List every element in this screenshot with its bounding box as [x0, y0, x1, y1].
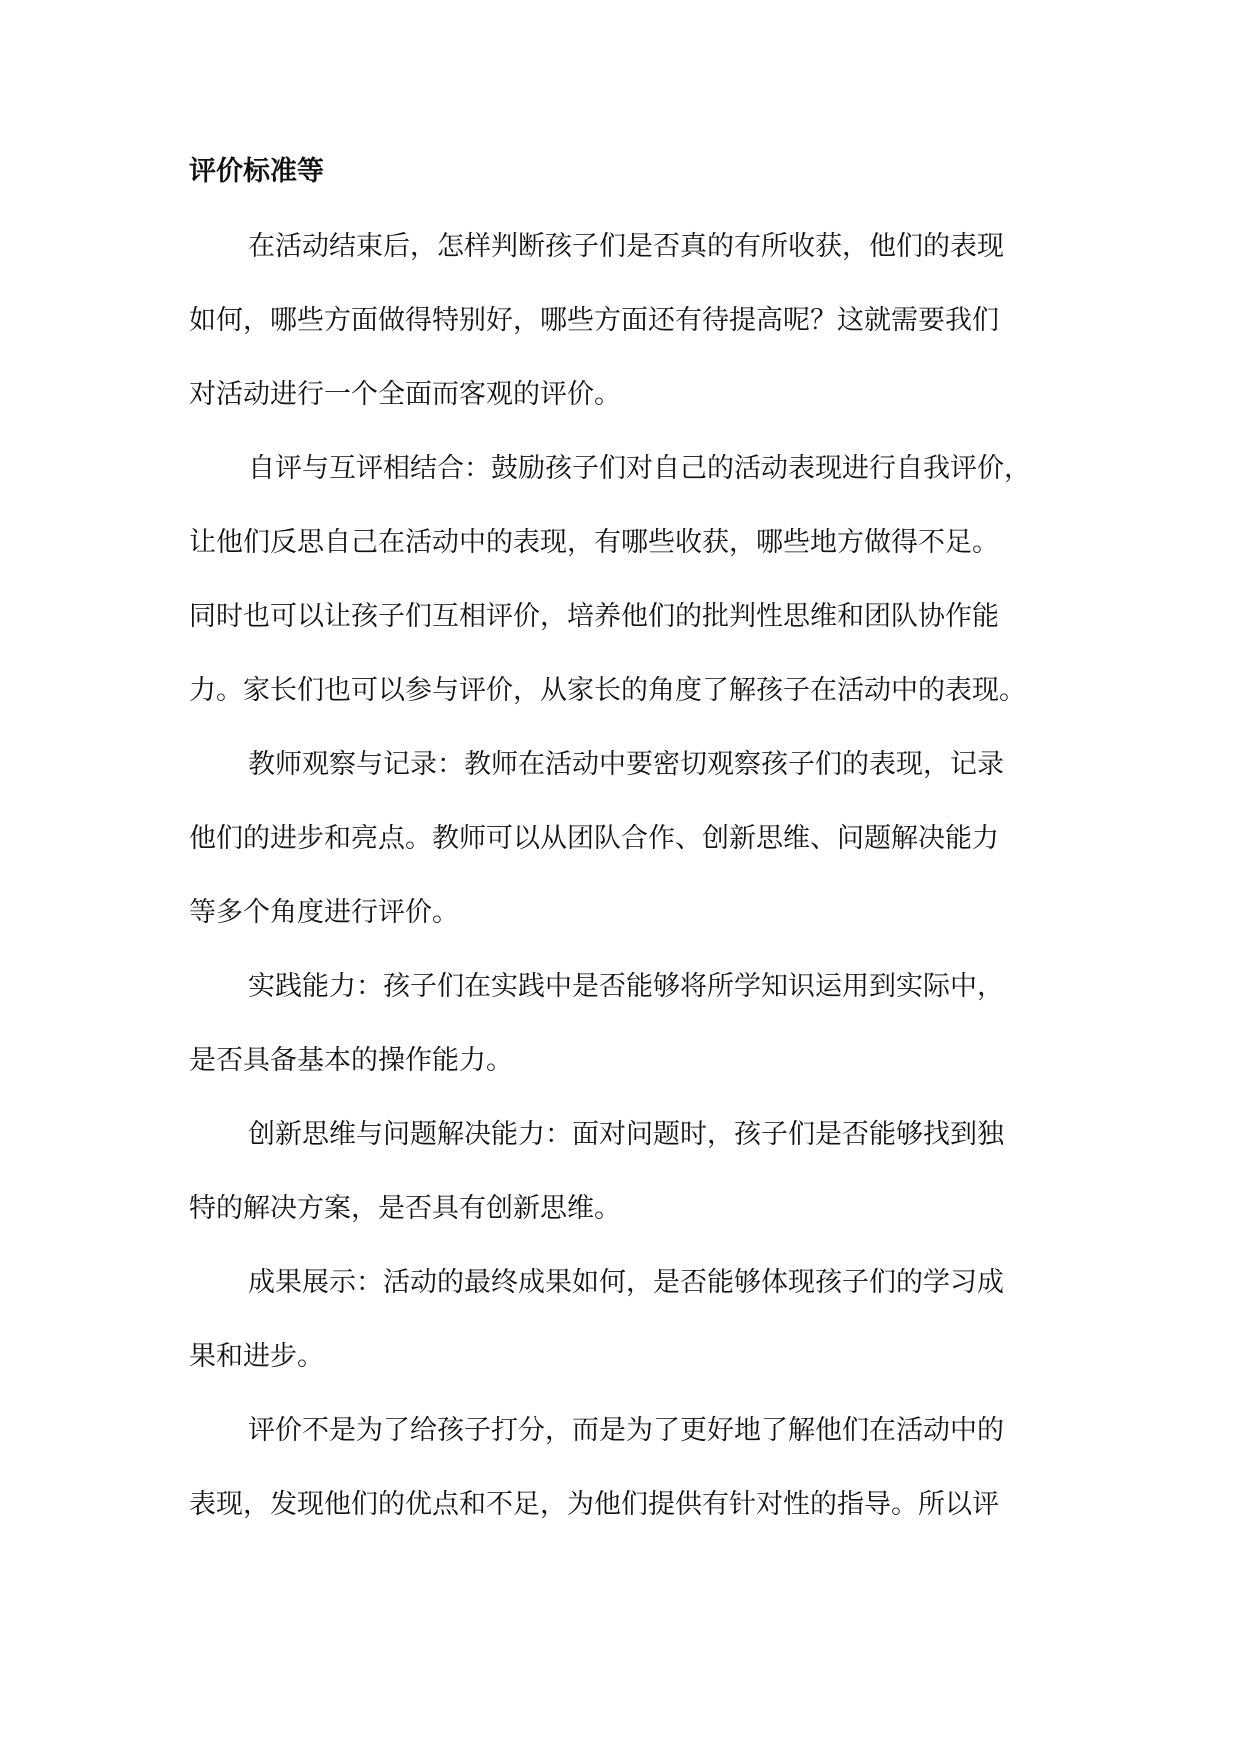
section-heading: 评价标准等 — [189, 156, 324, 187]
text-line: 在活动结束后，怎样判断孩子们是否真的有所收获，他们的表现 — [248, 231, 1004, 262]
text-line: 成果展示：活动的最终成果如何，是否能够体现孩子们的学习成 — [248, 1267, 1004, 1298]
text-line: 如何，哪些方面做得特别好，哪些方面还有待提高呢？这就需要我们 — [189, 305, 999, 336]
text-line: 同时也可以让孩子们互相评价，培养他们的批判性思维和团队协作能 — [189, 601, 999, 632]
text-line: 自评与互评相结合：鼓励孩子们对自己的活动表现进行自我评价， — [248, 453, 1031, 484]
text-line: 教师观察与记录：教师在活动中要密切观察孩子们的表现，记录 — [248, 749, 1004, 780]
text-line: 等多个角度进行评价。 — [189, 897, 459, 928]
text-line: 对活动进行一个全面而客观的评价。 — [189, 379, 621, 410]
text-line: 实践能力：孩子们在实践中是否能够将所学知识运用到实际中， — [248, 971, 1004, 1002]
text-line: 特的解决方案，是否具有创新思维。 — [189, 1193, 621, 1224]
text-line: 创新思维与问题解决能力：面对问题时，孩子们是否能够找到独 — [248, 1119, 1004, 1150]
text-line: 果和进步。 — [189, 1341, 324, 1372]
text-line: 是否具备基本的操作能力。 — [189, 1045, 513, 1076]
text-line: 表现，发现他们的优点和不足，为他们提供有针对性的指导。所以评 — [189, 1489, 999, 1520]
text-line: 让他们反思自己在活动中的表现，有哪些收获，哪些地方做得不足。 — [189, 527, 999, 558]
text-line: 评价不是为了给孩子打分，而是为了更好地了解他们在活动中的 — [248, 1415, 1004, 1446]
text-line: 力。家长们也可以参与评价，从家长的角度了解孩子在活动中的表现。 — [189, 675, 1026, 706]
text-line: 他们的进步和亮点。教师可以从团队合作、创新思维、问题解决能力 — [189, 823, 999, 854]
